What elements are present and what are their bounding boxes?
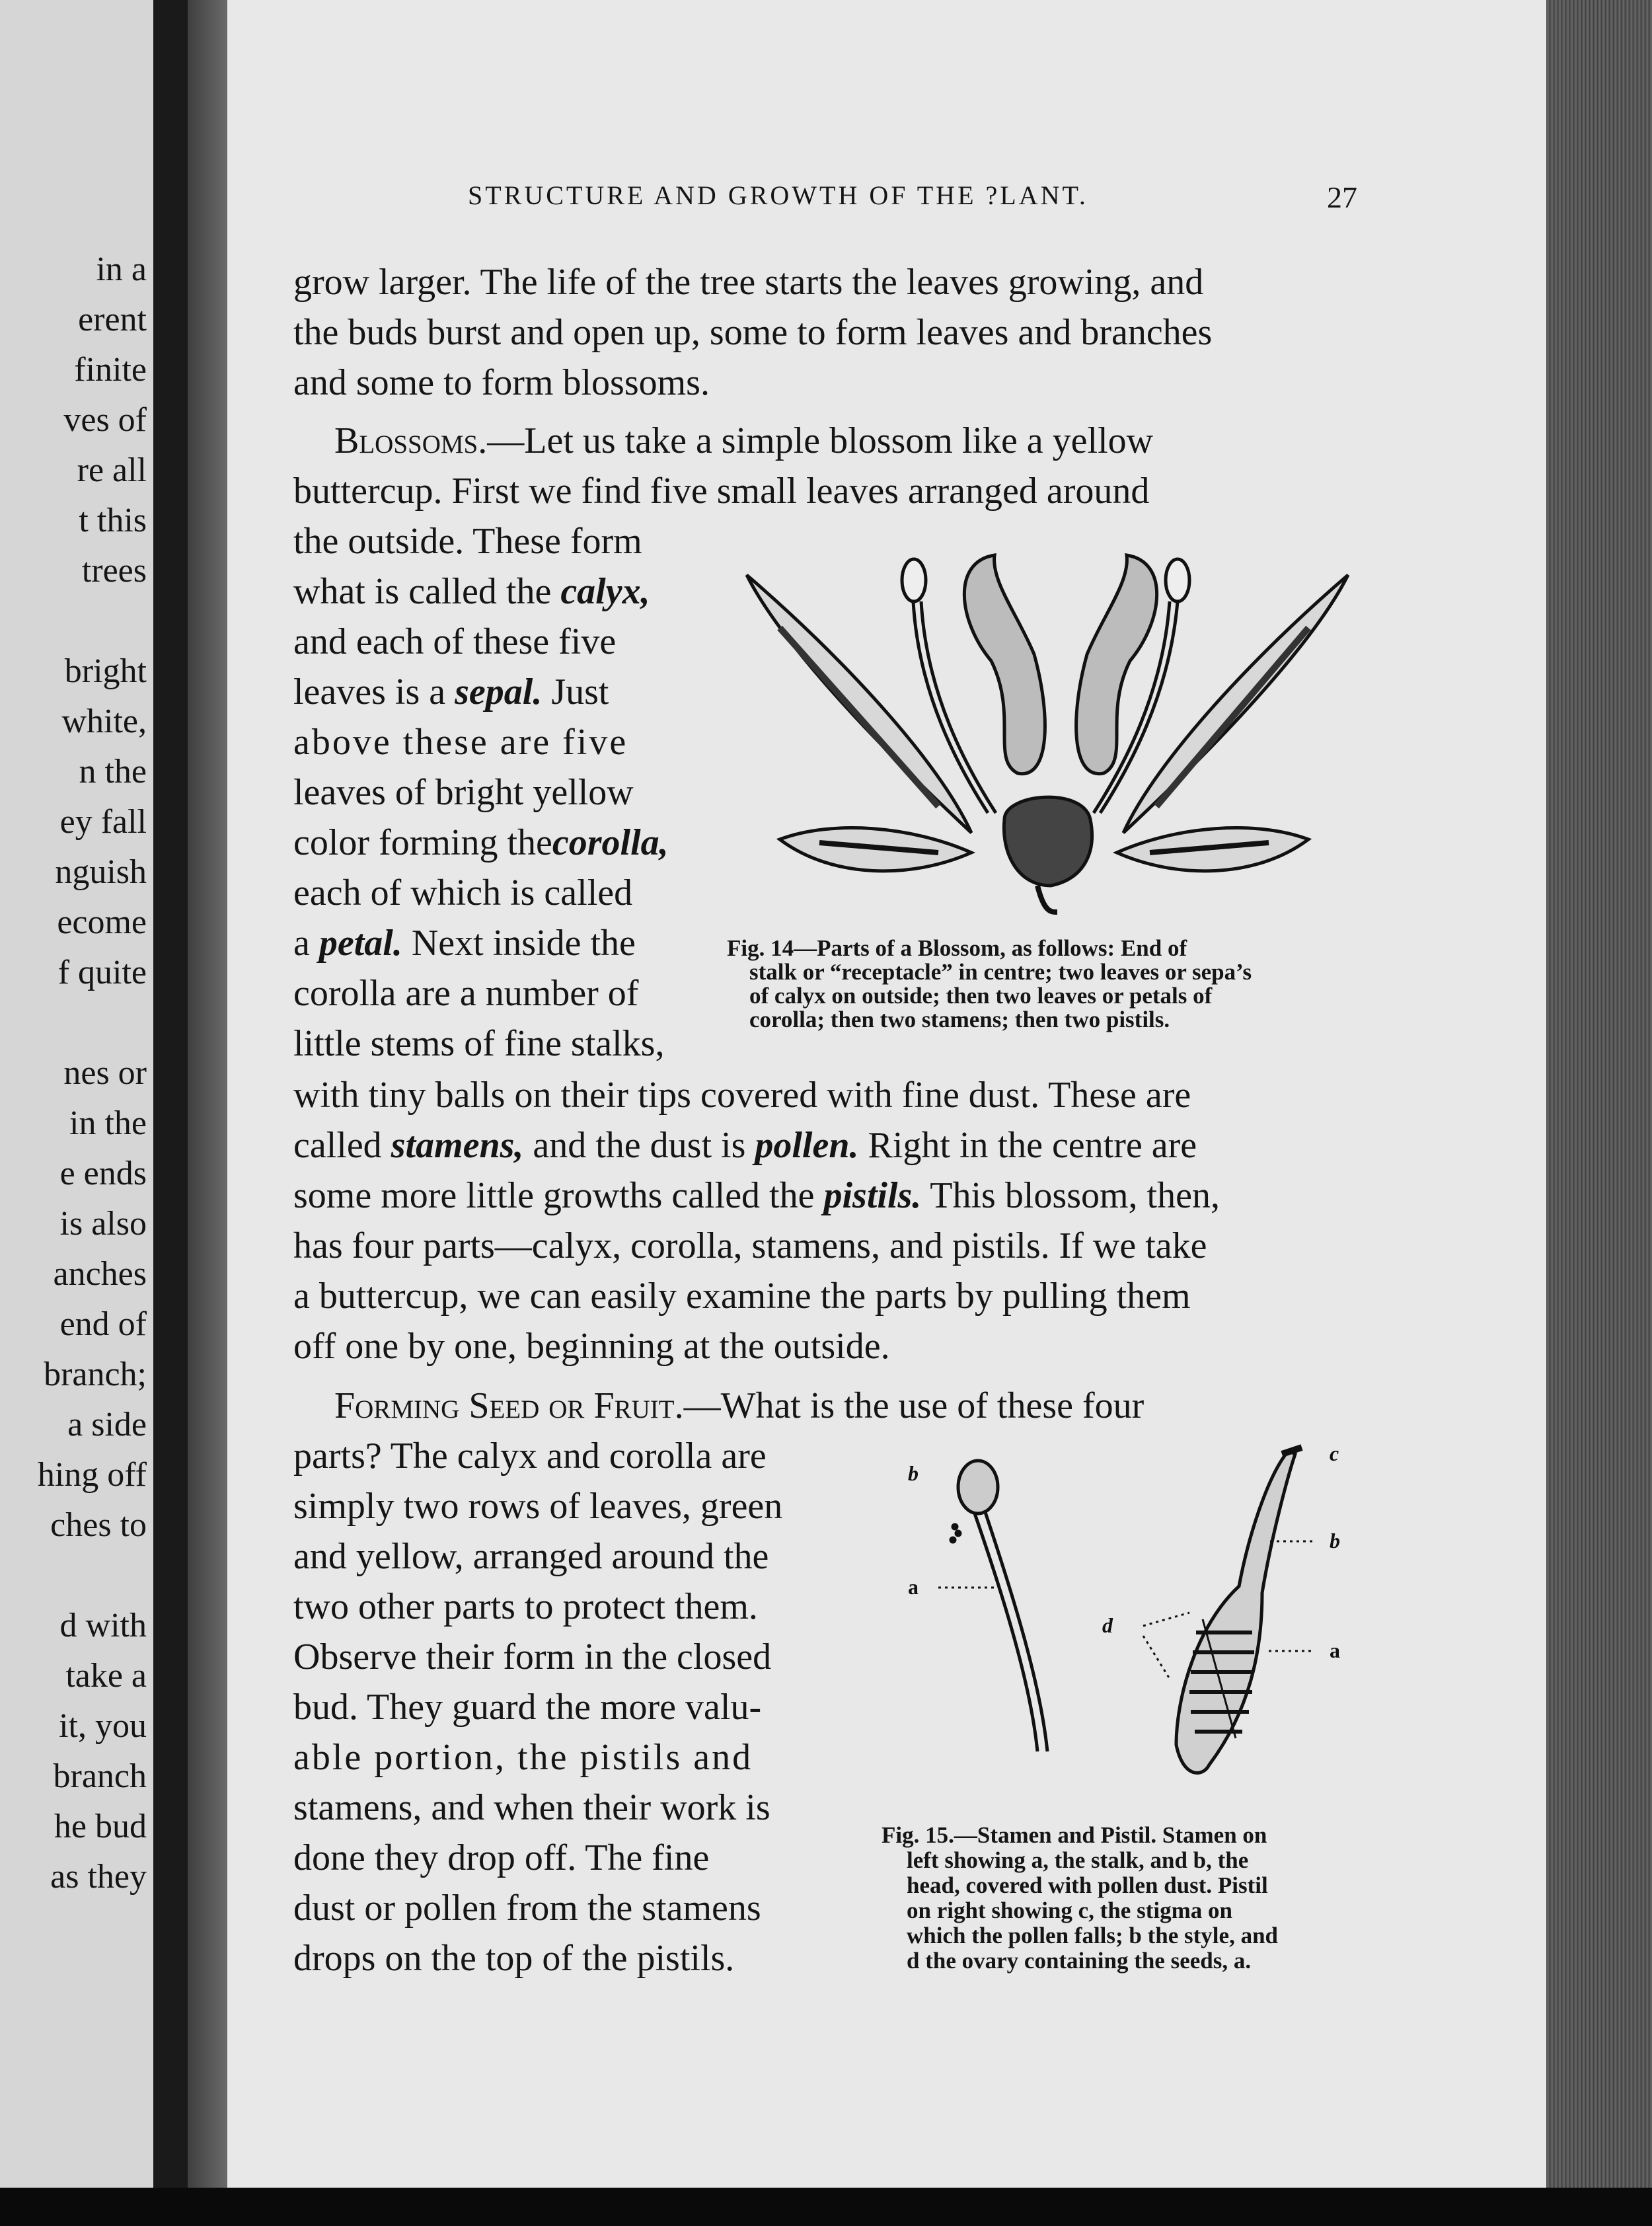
text-line: little stems of fine stalks, [293,1023,665,1064]
text-line: bud. They guard the more valu- [293,1687,762,1728]
left-page-fragment: he bud [54,1808,147,1845]
left-page-fragment: in a [96,250,147,288]
text-line [293,568,650,615]
text-line [293,820,669,866]
term-petal: petal. [319,923,402,964]
text-line: has four parts—calyx, corolla, stamens, and pistils. If we take [293,1225,1207,1266]
left-page-fragment: finite [74,351,147,389]
text-line: done they drop off. The fine [293,1837,710,1878]
left-page-fragment: take a [65,1657,147,1695]
term-sepal: sepal. [455,672,543,712]
figure-label: a [1330,1638,1340,1662]
text-run: —Let us take a simple blossom like a yellow [487,420,1154,461]
figure-label: a [908,1575,919,1599]
text-run: some more little growths called the [293,1175,824,1216]
text-run: Right in the centre are [858,1125,1197,1166]
left-page-fragment: bright [64,652,147,690]
text-line: two other parts to protect them. [293,1586,758,1627]
left-page-fragment: erent [78,301,147,338]
text-line: above these are five [293,722,628,763]
text-line: and each of these five [293,621,617,662]
text-line: dust or pollen from the stamens [293,1888,761,1929]
text-line: stamens, and when their work is [293,1787,770,1828]
figure-label: d [1102,1613,1113,1637]
page-number: 27 [1327,180,1357,214]
text-line [293,1122,1197,1169]
left-page-fragment: nes or [63,1054,147,1092]
left-page-fragment: ecome [57,903,147,941]
text-line: and some to form blossoms. [293,362,710,403]
figure-caption: on right showing c, the stigma on [907,1898,1232,1923]
text-line: off one by one, beginning at the outside. [293,1326,890,1367]
left-page-fragment: nguish [55,853,147,891]
text-run: leaves is a [293,672,455,712]
left-page-fragment: anches [53,1255,147,1293]
text-line: Observe their form in the closed [293,1636,772,1677]
left-page-fragment: a side [67,1406,147,1443]
text-run: —What is the use of these four [683,1385,1145,1426]
term-pistils: pistils. [823,1175,922,1216]
figure-caption: corolla; then two stamens; then two pistils. [749,1007,1170,1032]
left-page-fragment: d with [59,1607,147,1644]
figure-caption: Fig. 14—Parts of a Blossom, as follows: End of [727,935,1187,961]
text-run: Next inside the [402,923,636,964]
text-line: and yellow, arranged around the [293,1536,769,1577]
page-stack-edge [1546,0,1652,2188]
blossom-parts-figure [740,542,1361,952]
term-pollen: pollen. [755,1125,859,1166]
text-line: with tiny balls on their tips covered with fine dust. These are [293,1075,1191,1116]
text-line [334,418,1153,464]
left-page-fragment: as they [50,1858,147,1896]
text-run: and the dust is [523,1125,755,1166]
term-calyx: calyx, [560,571,650,612]
left-page-fragment: f quite [57,954,147,991]
left-page-fragment: ches to [50,1506,147,1544]
text-line: leaves of bright yellow [293,772,634,813]
left-page-fragment: t this [79,502,147,539]
text-line [293,1172,1220,1219]
text-line: the outside. These form [293,521,642,562]
left-page-fragment: hing off [37,1456,147,1494]
left-page-fragment: e ends [59,1155,147,1192]
text-line: buttercup. First we find five small leaves arranged around [293,471,1150,512]
left-page-fragment: is also [59,1205,147,1243]
left-page-fragment: end of [59,1305,147,1343]
left-facing-page [0,0,173,2188]
text-line: each of which is called [293,872,633,913]
running-head: STRUCTURE AND GROWTH OF THE ?LANT. [468,180,1088,210]
figure-label: b [908,1461,919,1485]
figure-caption: of calyx on outside; then two leaves or petals of [749,983,1213,1009]
scan-border [0,2188,1652,2226]
figure-caption: stalk or “receptacle” in centre; two leaves or sepa’s [749,959,1252,985]
gutter-shadow [153,0,188,2188]
left-page-fragment: ey fall [59,803,147,841]
figure-caption: left showing a, the stalk, and b, the [907,1847,1249,1873]
figure-caption: Fig. 15.—Stamen and Pistil. Stamen on [882,1822,1267,1848]
text-line: grow larger. The life of the tree starts the leaves growing, and [293,262,1204,303]
text-run: Just [542,672,609,712]
figure-caption: d the ovary containing the seeds, a. [907,1948,1252,1974]
text-run: color forming the [293,822,552,863]
figure-label: b [1330,1529,1340,1553]
stamen-pistil-figure [892,1434,1374,1785]
text-line: parts? The calyx and corolla are [293,1436,767,1477]
left-page-fragment: branch [53,1757,147,1795]
text-run: called [293,1125,391,1166]
text-run: This blossom, then, [921,1175,1220,1216]
term-stamens: stamens, [391,1125,524,1166]
left-page-fragment: branch; [44,1356,147,1393]
text-line: corolla are a number of [293,973,639,1014]
text-line: simply two rows of leaves, green [293,1486,783,1527]
left-page-fragment: re all [77,451,147,489]
left-page-fragment: trees [81,552,147,590]
section-heading: Forming Seed or Fruit. [334,1385,684,1426]
text-run: a [293,923,319,964]
left-page-fragment: it, you [59,1707,147,1745]
left-page-fragment: in the [69,1104,147,1142]
text-line [293,920,636,966]
left-page-fragment: white, [61,703,147,740]
text-run: what is called the [293,571,561,612]
figure-caption: which the pollen falls; b the style, and [907,1923,1278,1948]
text-line [334,1383,1144,1429]
figure-caption: head, covered with pollen dust. Pistil [907,1872,1268,1898]
text-line: a buttercup, we can easily examine the parts by pulling them [293,1276,1191,1317]
text-line [293,669,609,715]
text-line: drops on the top of the pistils. [293,1938,735,1979]
section-heading: Blossoms. [334,420,488,461]
text-line: the buds burst and open up, some to form leaves and branches [293,312,1213,353]
text-line: able portion, the pistils and [293,1737,753,1778]
figure-label: c [1330,1441,1339,1465]
left-page-fragment: ves of [63,401,147,439]
term-corolla: corolla, [552,822,669,863]
left-page-fragment: n the [79,753,147,790]
